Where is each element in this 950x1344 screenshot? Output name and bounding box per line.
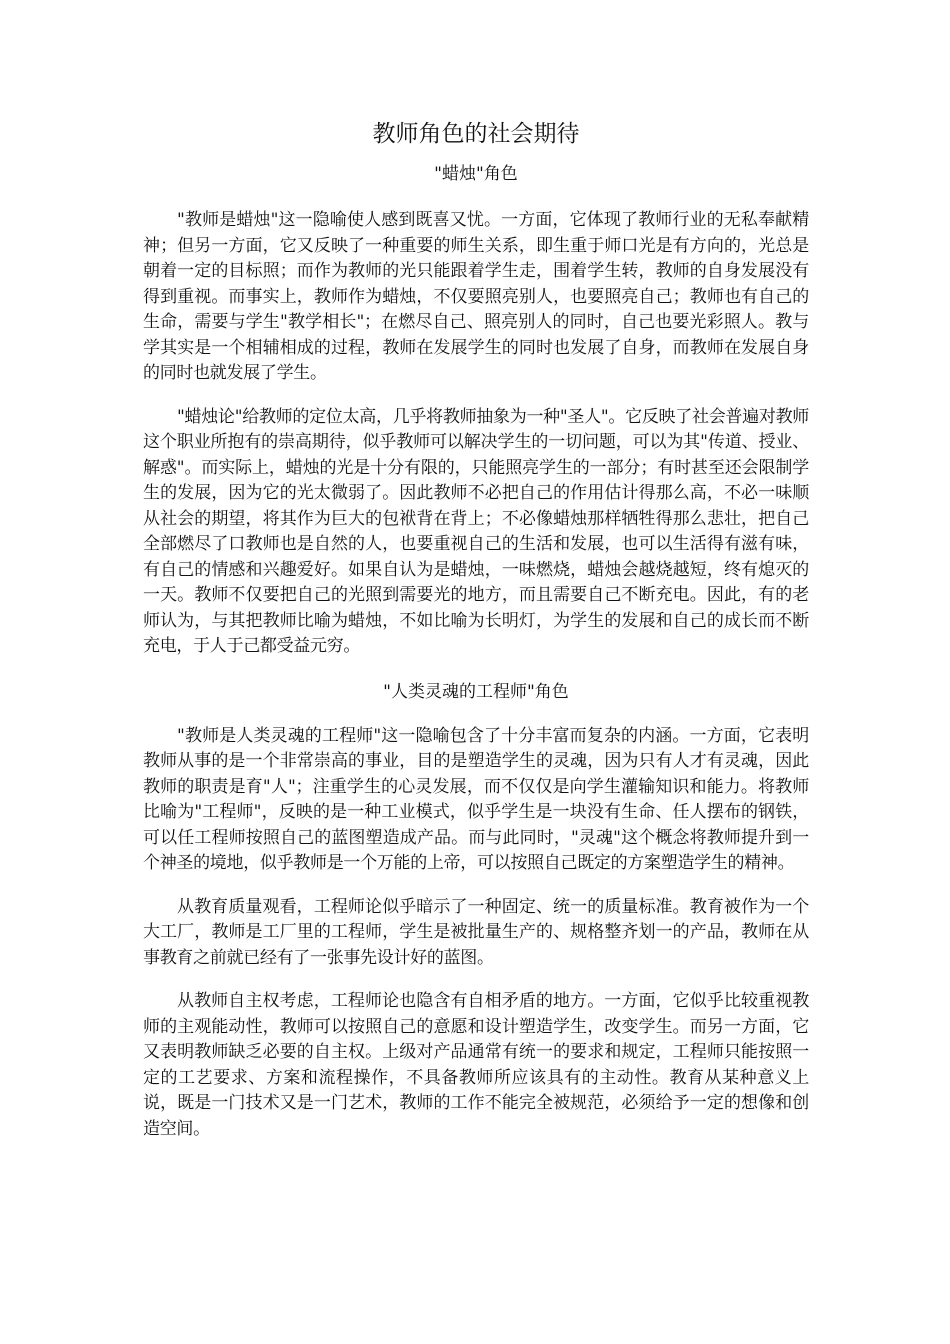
paragraph: 从教育质量观看，工程师论似乎暗示了一种固定、统一的质量标准。教育被作为一个大工厂，教师是工厂里的工程师，学生是被批量生产的、规格整齐划一的产品，教师在从事教育之前就已经有了一张事先设计好的蓝图。 <box>143 896 809 968</box>
page-title: 教师角色的社会期待 <box>372 121 580 147</box>
paragraph: "教师是蜡烛"这一隐喻使人感到既喜又忧。一方面，它体现了教师行业的无私奉献精神；但另一方面，它又反映了一种重要的师生关系，即生重于师口光是有方向的，光总是朝着一定的目标照；而作为教师的光只能跟着学生走，围着学生转，教师的自身发展没有得到重视。而事实上，教师作为蜡烛，不仅要照亮别人，也要照亮自己；教师也有自己的生命，需要与学生"教学相长"；在燃尽自己、照亮别人的同时，自己也要光彩照人。教与学其实是一个相辅相成的过程，教师在发展学生的同时也发展了自身，而教师在发展自身的同时也就发展了学生。 <box>143 210 809 383</box>
paragraph: 从教师自主权考虑，工程师论也隐含有自相矛盾的地方。一方面，它似乎比较重视教师的主观能动性，教师可以按照自己的意愿和设计塑造学生，改变学生。而另一方面，它又表明教师缺乏必要的自主权。上级对产品通常有统一的要求和规定，工程师只能按照一定的工艺要求、方案和流程操作，不具备教师所应该具有的主动性。教育从某种意义上说，既是一门技术又是一门艺术，教师的工作不能完全被规范，必须给予一定的想像和创造空间。 <box>143 991 809 1139</box>
paragraph: "教师是人类灵魂的工程师"这一隐喻包含了十分丰富而复杂的内涵。一方面，它表明教师从事的是一个非常崇高的事业，目的是塑造学生的灵魂，因为只有人才有灵魂，因此教师的职责是育"人"；注重学生的心灵发展，而不仅仅是向学生灌输知识和能力。将教师比喻为"工程师"，反映的是一种工业模式，似乎学生是一块没有生命、任人摆布的钢铁，可以任工程师按照自己的蓝图塑造成产品。而与此同时，"灵魂"这个概念将教师提升到一个神圣的境地，似乎教师是一个万能的上帝，可以按照自己既定的方案塑造学生的精神。 <box>143 725 809 873</box>
section-engineer <box>143 678 809 1143</box>
paragraph: "蜡烛论"给教师的定位太高，几乎将教师抽象为一种"圣人"。它反映了社会普遍对教师这个职业所抱有的崇高期待，似乎教师可以解决学生的一切问题，可以为其"传道、授业、解惑"。而实际上，蜡烛的光是十分有限的，只能照亮学生的一部分；有时甚至还会限制学生的发展，因为它的光太微弱了。因此教师不必把自己的作用估计得那么高，不必一味顺从社会的期望，将其作为巨大的包袱背在背上；不必像蜡烛那样牺牲得那么悲壮，把自己全部燃尽了口教师也是自然的人，也要重视自己的生活和发展，也可以生活得有滋有味，有自己的情感和兴趣爱好。如果自认为是蜡烛，一味燃烧，蜡烛会越烧越短，终有熄灭的一天。教师不仅要把自己的光照到需要光的地方，而且需要自己不断充电。因此，有的老师认为，与其把教师比喻为蜡烛，不如比喻为长明灯，为学生的发展和自己的成长而不断充电，于人于己都受益元穷。 <box>143 406 809 656</box>
section-heading-engineer: "人类灵魂的工程师"角色 <box>383 681 569 702</box>
document-page <box>143 116 809 1160</box>
section-heading-candle: "蜡烛"角色 <box>434 164 518 184</box>
section-candle <box>143 160 809 660</box>
